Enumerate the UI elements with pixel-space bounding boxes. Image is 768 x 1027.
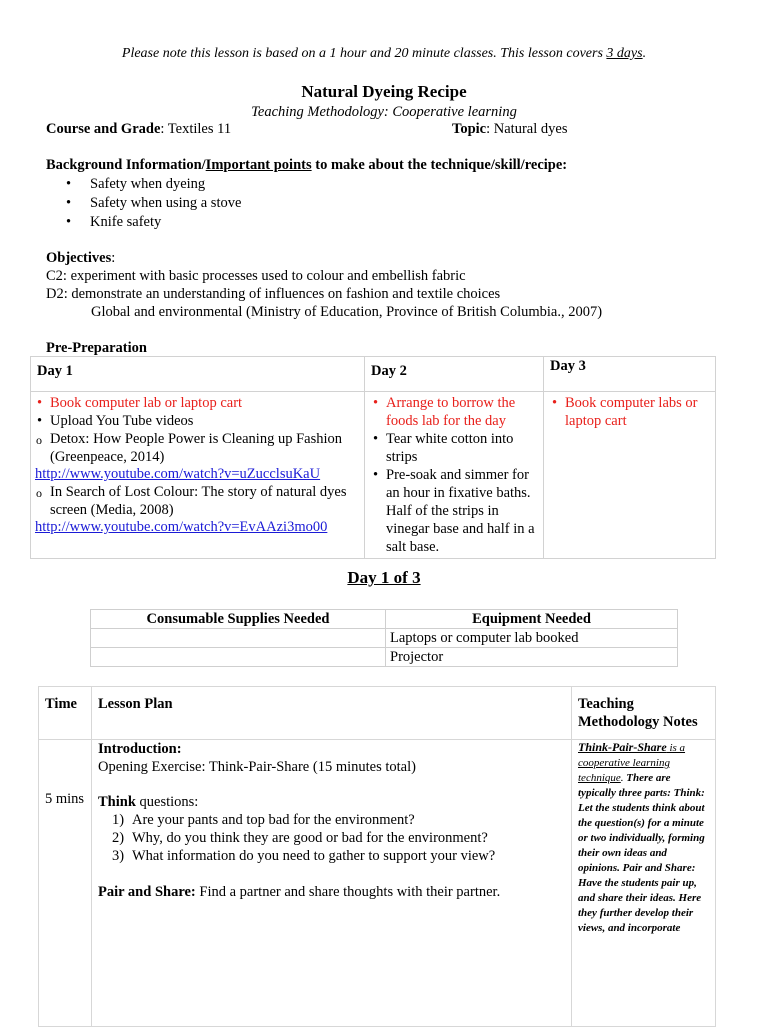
list-item: • Arrange to borrow the foods lab for the day: [371, 394, 537, 430]
lesson-note: [0, 46, 768, 62]
objectives-label: Objectives: [46, 250, 112, 266]
question-text: What information do you need to gather to support your view?: [132, 848, 496, 864]
page-title: Natural Dyeing Recipe: [301, 82, 467, 101]
pair-share: [98, 883, 565, 901]
methodology-notes: [578, 740, 709, 936]
lesson-note-text: Please note this lesson is based on a 1 hour and 20 minute classes. This lesson covers: [121, 46, 607, 61]
day1-header: Day 1: [31, 357, 365, 392]
think-questions: [98, 811, 565, 865]
list-item: • Knife safety: [46, 213, 241, 232]
list-item: • Book computer lab or laptop cart: [35, 394, 358, 412]
topic: [452, 121, 567, 138]
objectives-heading: [46, 249, 115, 267]
list-item: • Safety when dyeing: [46, 175, 241, 194]
lesson-table: [38, 686, 716, 1027]
list-item: • Safety when using a stove: [46, 194, 241, 213]
intro-label: [98, 740, 565, 758]
list-item: 2) Why, do you think they are good or bad for the environment?: [112, 830, 488, 846]
think-label: Think: [98, 794, 136, 810]
plan-header: Lesson Plan: [92, 687, 572, 740]
notes-period: .: [620, 772, 624, 784]
day2-cell: [365, 392, 544, 559]
consumable-cell: [91, 629, 386, 648]
objective-d2: D2: demonstrate an understanding of influences on fashion and textile choices: [46, 286, 501, 302]
day1-list: [35, 394, 358, 466]
day3-cell: [544, 392, 716, 559]
time-header: Time: [39, 687, 92, 740]
equipment-item: Laptops or computer lab booked: [386, 629, 678, 648]
day3-header: Day 3: [544, 357, 716, 392]
notes-title-rest: is a cooperative learning technique: [578, 742, 686, 784]
consumable-header: Consumable Supplies Needed: [91, 610, 386, 629]
background-heading-post: to make about the technique/skill/recipe:: [311, 157, 568, 173]
list-item: o Detox: How People Power is Cleaning up Fashion (Greenpeace, 2014): [35, 430, 358, 466]
intro-label-text: Introduction:: [98, 741, 182, 757]
list-item: o In Search of Lost Colour: The story of natural dyes screen (Media, 2008): [35, 483, 358, 519]
background-heading-pre: Background Information/: [46, 157, 206, 173]
background-heading: [46, 157, 567, 174]
plan-cell: [92, 740, 572, 1027]
notes-header: Teaching Methodology Notes: [572, 687, 716, 740]
opening-exercise: Opening Exercise: Think-Pair-Share (15 minutes total): [98, 759, 416, 775]
consumable-cell: [91, 648, 386, 667]
day1-cell: [31, 392, 365, 559]
preparation-heading: Pre-Preparation: [46, 340, 147, 356]
preparation-table: [30, 356, 716, 559]
list-item: • Upload You Tube videos: [35, 412, 358, 430]
question-text: Why, do you think they are good or bad for the environment?: [132, 830, 488, 846]
page-subtitle: Teaching Methodology: Cooperative learning: [251, 104, 517, 120]
notes-cell: [572, 740, 716, 1027]
background-list: [46, 175, 241, 232]
notes-title: Think-Pair-Share: [578, 740, 667, 754]
objective-d2-detail: Global and environmental (Ministry of Education, Province of British Columbia., 2007): [91, 304, 603, 320]
day-title: Day 1 of 3: [347, 568, 421, 587]
day1-list-2: [35, 483, 358, 519]
think-heading: [98, 793, 565, 811]
pair-rest: Find a partner and share thoughts with their partner.: [195, 884, 501, 900]
time-value: 5 mins: [45, 791, 85, 807]
list-item: 1) Are your pants and top bad for the environment?: [112, 812, 415, 828]
day3-list: [550, 394, 709, 430]
equipment-item: Projector: [386, 648, 678, 667]
background-heading-underlined: Important points: [205, 157, 312, 173]
question-text: Are your pants and top bad for the environment?: [132, 812, 415, 828]
course-grade: [46, 121, 231, 138]
course-grade-label: Course and Grade: [46, 121, 161, 137]
objective-c2: C2: experiment with basic processes used to colour and embellish fabric: [46, 268, 466, 284]
video-link-2[interactable]: http://www.youtube.com/watch?v=EvAAzi3mo00: [35, 519, 328, 535]
day2-list: [371, 394, 537, 556]
list-item: 3) What information do you need to gather to support your view?: [112, 848, 496, 864]
day2-header: Day 2: [365, 357, 544, 392]
time-cell: [39, 740, 92, 1027]
course-grade-value: : Textiles 11: [160, 121, 232, 137]
lesson-note-end: .: [642, 46, 647, 61]
list-item: • Tear white cotton into strips: [371, 430, 537, 466]
equipment-header: Equipment Needed: [386, 610, 678, 629]
topic-label: Topic: [452, 121, 487, 137]
think-rest: questions:: [135, 794, 199, 810]
list-item: • Book computer labs or laptop cart: [550, 394, 709, 430]
pair-label: Pair and Share:: [98, 884, 196, 900]
notes-body: There are typically three parts: Think: Let the students think about the question(s) for a minute or two individually, forming their own ideas and opinions. Pair and Share: Have the students pair up, and share their ideas. Here they further develop their views, and incorporate: [578, 772, 705, 934]
topic-value: : Natural dyes: [486, 121, 568, 137]
supplies-table: [90, 609, 678, 667]
video-link-1[interactable]: http://www.youtube.com/watch?v=uZucclsuKaU: [35, 466, 321, 482]
objectives-colon: :: [111, 250, 116, 266]
list-item: • Pre-soak and simmer for an hour in fixative baths. Half of the strips in vinegar base and half in a salt base.: [371, 466, 537, 556]
lesson-days: 3 days: [606, 46, 643, 61]
